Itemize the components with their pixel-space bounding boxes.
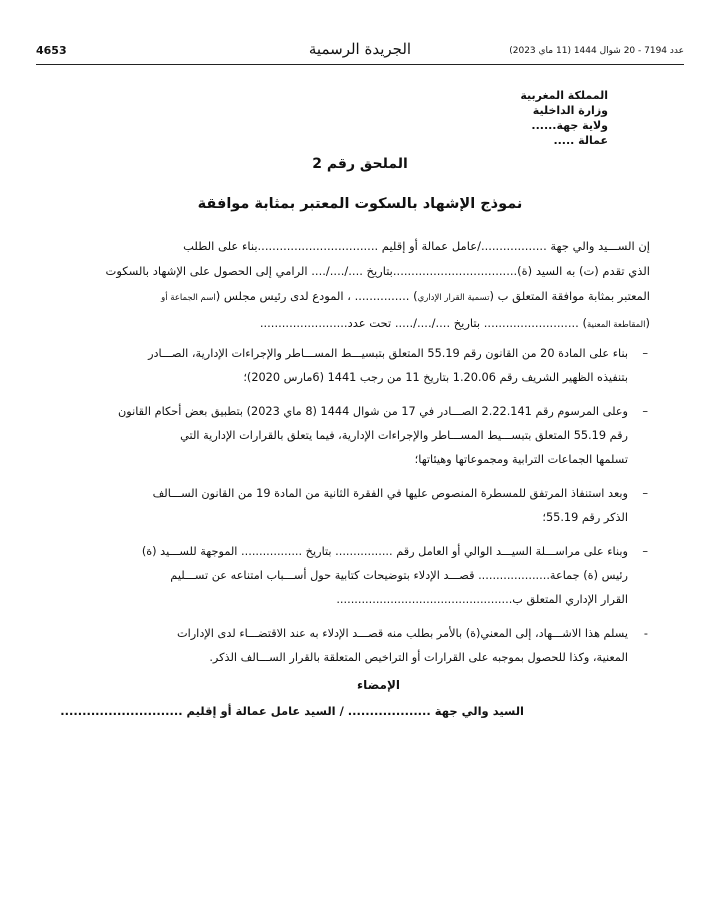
journal-title: الجريدة الرسمية [308,40,412,58]
page-number: 4653 [36,44,67,57]
clause-item: – وبعد استنفاذ المرتفق للمسطرة المنصوص عليها في الفقرة الثانية من المادة 19 من القانون الســـالف الذكر رقم 55.19؛ [58,482,650,530]
clause-item: - يسلم هذا الاشـــهاد، إلى المعني(ة) بالأمر بطلب منه قصـــد الإدلاء به عند الاقتضـــاء لدى الإدارات المعنية، وكذا للحصول بموجبه على القرارات أو التراخيص المتعلقة بالقرار الســـالف الذكر. [58,622,650,670]
dash-bullet-icon: - [643,627,648,640]
clause-item: – وبناء على مراســـلة السيـــد الوالي أو العامل رقم ................ بتاريخ ................. الموجهة للســـيد (ة) رئيس (ة) جماعة.................... قصـــد الإدلاء بتوضيحات كتابية حول أســـباب امتناعه عن تســـليم القرار الإداري المتعلق ب................................................. [58,540,650,612]
document-title: نموذج الإشهاد بالسكوت المعتبر بمثابة موافقة [197,196,523,212]
page-header [36,38,684,65]
issuing-authority [468,88,608,148]
org-line: المملكة المغربية [520,89,608,102]
clause-item: – وعلى المرسوم رقم 2.22.141 الصـــادر في 17 من شوال 1444 (8 ماي 2023) بتطبيق بعض أحكام القانون رقم 55.19 المتعلق بتبســـيط المســـاطر والإجراءات الإدارية، فيما يتعلق بالقرارات الإدارية التي تسلمها الجماعات الترابية ومجموعاتها وهيئاتها؛ [58,400,650,472]
org-line: وزارة الداخلية [532,104,608,117]
intro-line: (المقاطعة المعنية) .......................... بتاريخ ..../..../..... تحت عدد........................ [259,316,650,330]
issue-info: عدد 7194 - 20 شوال 1444 (11 ماي 2023) [509,46,684,56]
signature-label: الإمضاء [357,678,400,692]
dash-bullet-icon: – [642,405,648,418]
signature-lines: السيد والي جهة ................... / السيد عامل عمالة أو إقليم ............................ [60,704,524,718]
dash-bullet-icon: – [642,487,648,500]
intro-paragraph [58,234,650,338]
org-line: عمالة ..... [553,134,608,147]
annex-title: الملحق رقم 2 [312,156,408,172]
org-line: ولاية جهة...... [531,119,608,132]
dash-bullet-icon: – [642,545,648,558]
clause-item: – بناء على المادة 20 من القانون رقم 55.19 المتعلق بتبسيـــط المســـاطر والإجراءات الإدارية، الصـــادر بتنفيذه الظهير الشريف رقم 1.20.06 بتاريخ 11 من رجب 1441 (6مارس 2020)؛ [58,342,650,390]
dash-bullet-icon: – [642,347,648,360]
intro-line: إن الســـيد والي جهة ................../عامل عمالة أو إقليم .................................بناء على الطلب [183,239,650,253]
intro-line: الذي تقدم (ت) به السيد (ة)..................................بتاريخ ..../..../.... الرامي إلى الحصول على الإشهاد بالسكوت [105,264,650,278]
intro-line: المعتبر بمثابة موافقة المتعلق ب (تسمية القرار الإداري) ............... ، المودع لدى رئيس مجلس (اسم الجماعة أو [161,289,650,303]
whereas-clauses [58,342,650,680]
